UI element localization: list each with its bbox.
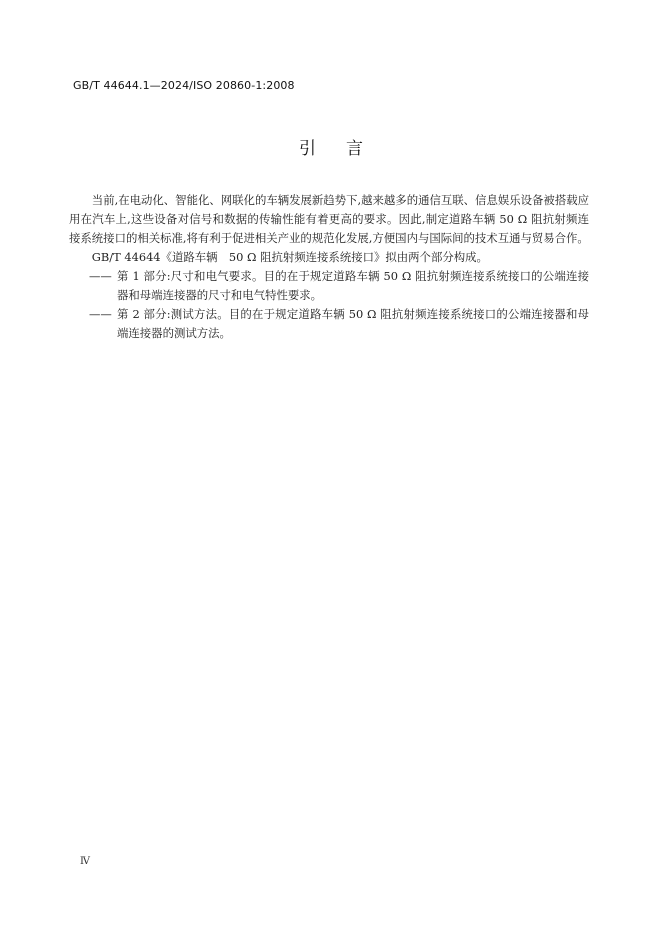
list-dash: —— xyxy=(89,269,112,283)
intro-paragraph: 当前,在电动化、智能化、网联化的车辆发展新趋势下,越来越多的通信互联、信息娱乐设备被搭载应用在汽车上,这些设备对信号和数据的传输性能有着更高的要求。因此,制定道路车辆 50 Ω 阻抗射频连接系统接口的相关标准,将有利于促进相关产业的规范化发展,方便国内与国际间的技术互通与贸易合作。 xyxy=(69,193,589,245)
page-title: 引言 xyxy=(299,139,393,159)
standard-number-header: GB/T 44644.1—2024/ISO 20860-1:2008 xyxy=(73,79,295,92)
structure-paragraph: GB/T 44644《道路车辆 50 Ω 阻抗射频连接系统接口》拟由两个部分构成。 xyxy=(91,250,488,264)
page-number: Ⅳ xyxy=(80,856,90,867)
list-item-text: 第 1 部分:尺寸和电气要求。目的在于规定道路车辆 50 Ω 阻抗射频连接系统接口的公端连接器和母端连接器的尺寸和电气特性要求。 xyxy=(117,269,589,302)
introduction-body xyxy=(69,191,589,343)
list-item-text: 第 2 部分:测试方法。目的在于规定道路车辆 50 Ω 阻抗射频连接系统接口的公端连接器和母端连接器的测试方法。 xyxy=(117,307,589,340)
list-dash: —— xyxy=(89,307,112,321)
list-item-part-1 xyxy=(69,267,589,305)
list-item-part-2 xyxy=(69,305,589,343)
